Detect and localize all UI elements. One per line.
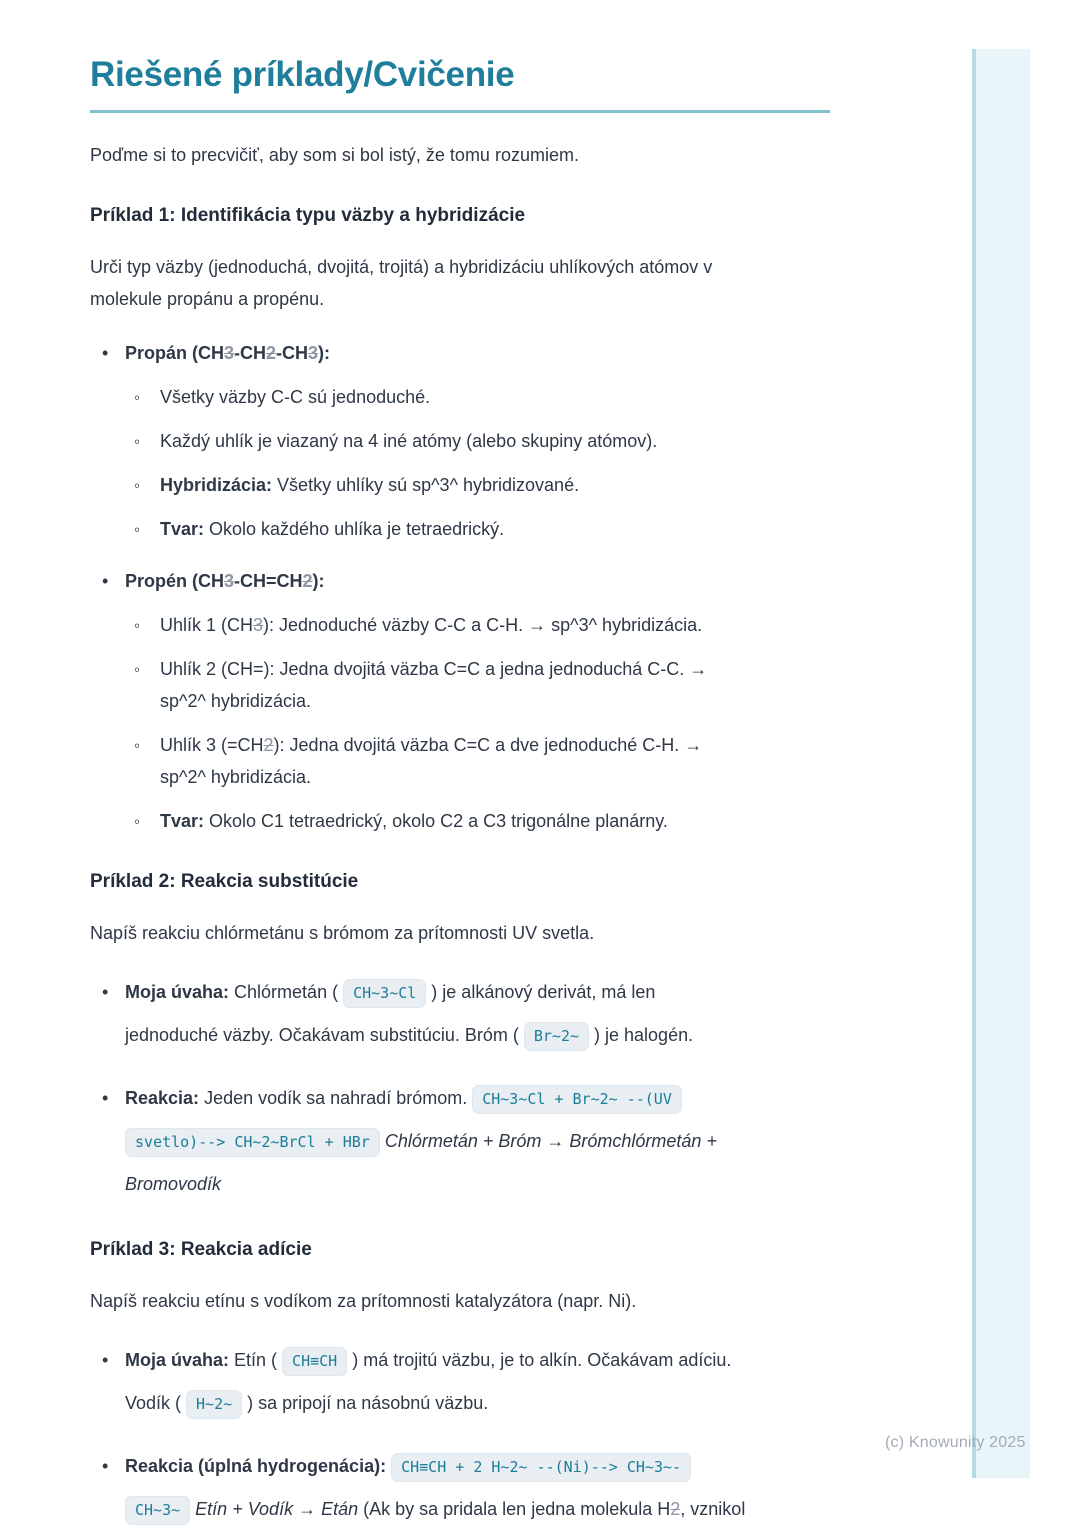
text-segment: Tvar: (160, 811, 205, 831)
title-divider (90, 110, 830, 113)
text-segment: jednoduché väzby. Očakávam substitúciu. Bróm ( (125, 1025, 524, 1045)
list-item-propan (90, 337, 830, 545)
text-segment: Reakcia (úplná hydrogenácia): (125, 1456, 387, 1476)
example2-heading: Príklad 2: Reakcia substitúcie (90, 871, 359, 892)
example2-task: Napíš reakciu chlórmetánu s brómom za prítomnosti UV svetla. (90, 923, 595, 943)
example1-heading: Príklad 1: Identifikácia typu väzby a hybridizácie (90, 205, 526, 226)
inline-code-chip: CH~3~Cl + Br~2~ --(UV (472, 1085, 682, 1114)
section-example-1 (90, 203, 830, 837)
inline-code-chip: CH~3~ (125, 1496, 190, 1525)
text-segment: Propén (CH (125, 571, 224, 591)
section-example-2 (90, 869, 830, 1205)
footer-credit: (c) Knowunity 2025 (885, 1434, 1026, 1451)
inline-code-chip: svetlo)--> CH~2~BrCl + HBr (125, 1128, 380, 1157)
list-item (125, 469, 830, 501)
text-segment: 2 (302, 571, 313, 591)
text-segment: 2 (266, 343, 277, 363)
side-accent-bar (972, 49, 1030, 1478)
text-segment: Propán (CH (125, 343, 224, 363)
text-segment: -CH (234, 343, 267, 363)
inline-code-chip: H~2~ (186, 1390, 242, 1419)
text-segment: ) je alkánový derivát, má len (426, 982, 656, 1002)
text-segment: ): Jednoduché väzby C-C a C-H. → sp^3^ hybridizácia. (263, 615, 703, 635)
text-segment: 3 (253, 615, 264, 635)
text-segment: Jeden vodík sa nahradí brómom. (199, 1088, 473, 1108)
document-content (90, 54, 830, 1531)
text-segment: ) sa pripojí na násobnú väzbu. (242, 1393, 489, 1413)
section-example-3 (90, 1237, 830, 1531)
list-item-propen (90, 565, 830, 837)
list-item (90, 1445, 830, 1531)
text-segment: Etín + Vodík → Etán (195, 1499, 359, 1519)
propen-label (125, 571, 325, 591)
text-segment: Uhlík 1 (CH (160, 615, 254, 635)
text-segment: -CH (276, 343, 309, 363)
text-segment: ): (318, 343, 331, 363)
list-item (125, 425, 830, 457)
text-segment: Reakcia: (125, 1088, 200, 1108)
list-item (90, 1339, 830, 1425)
text-segment: Urči typ väzby (jednoduchá, dvojitá, trojitá) a hybridizáciu uhlíkových atómov v (90, 257, 713, 277)
text-segment: Všetky uhlíky sú sp^3^ hybridizované. (272, 475, 580, 495)
propan-label (125, 343, 330, 363)
propen-sublist (125, 609, 830, 837)
example1-task (90, 251, 830, 315)
text-segment: Tvar: (160, 519, 205, 539)
text-segment: sp^2^ hybridizácia. (160, 767, 311, 787)
inline-code-chip: CH≡CH + 2 H~2~ --(Ni)--> CH~3~- (391, 1453, 691, 1482)
intro-paragraph: Poďme si to precvičiť, aby som si bol istý, že tomu rozumiem. (90, 145, 579, 165)
text-segment: Každý uhlík je viazaný na 4 iné atómy (alebo skupiny atómov). (160, 431, 658, 451)
text-segment: Moja úvaha: (125, 982, 230, 1002)
text-segment: 3 (224, 571, 235, 591)
example1-list (90, 337, 830, 837)
text-segment: Moja úvaha: (125, 1350, 230, 1370)
text-segment: Uhlík 2 (CH=): Jedna dvojitá väzba C=C a jedna jednoduchá C-C. → (160, 659, 708, 679)
text-segment: Uhlík 3 (=CH (160, 735, 264, 755)
text-segment: (Ak by sa pridala len jedna molekula H (358, 1499, 671, 1519)
inline-code-chip: Br~2~ (524, 1022, 589, 1051)
text-segment: 2 (263, 735, 274, 755)
list-item (125, 381, 830, 413)
text-segment: sp^2^ hybridizácia. (160, 691, 311, 711)
inline-code-chip: CH~3~Cl (343, 979, 426, 1008)
text-segment: , vznikol (680, 1499, 746, 1519)
example3-heading: Príklad 3: Reakcia adície (90, 1239, 312, 1260)
text-segment: Chlórmetán ( (229, 982, 344, 1002)
text-segment: ) má trojitú väzbu, je to alkín. Očakávam adíciu. (347, 1350, 732, 1370)
text-segment: Chlórmetán + Bróm → Brómchlórmetán + (384, 1131, 717, 1151)
text-segment: 3 (224, 343, 235, 363)
text-segment: Všetky väzby C-C sú jednoduché. (160, 387, 431, 407)
example2-list (90, 971, 830, 1205)
list-item (125, 513, 830, 545)
text-segment: Vodík ( (125, 1393, 187, 1413)
text-segment: ) je halogén. (589, 1025, 694, 1045)
text-segment: ): (312, 571, 325, 591)
text-segment: molekule propánu a propénu. (90, 289, 325, 309)
text-segment: Okolo každého uhlíka je tetraedrický. (204, 519, 505, 539)
list-item (125, 653, 830, 717)
example3-task: Napíš reakciu etínu s vodíkom za prítomnosti katalyzátora (napr. Ni). (90, 1291, 637, 1311)
propan-sublist (125, 381, 830, 545)
text-segment: 2 (670, 1499, 681, 1519)
list-item (90, 1077, 830, 1205)
text-segment: Bromovodík (125, 1174, 222, 1194)
example3-list (90, 1339, 830, 1531)
text-segment: ): Jedna dvojitá väzba C=C a dve jednoduché C-H. → (273, 735, 703, 755)
page-title: Riešené príklady/Cvičenie (90, 55, 515, 94)
list-item (90, 971, 830, 1057)
text-segment: 3 (308, 343, 319, 363)
text-segment: Hybridizácia: (160, 475, 273, 495)
list-item (125, 729, 830, 793)
list-item (125, 609, 830, 641)
list-item (125, 805, 830, 837)
text-segment: Okolo C1 tetraedrický, okolo C2 a C3 trigonálne planárny. (204, 811, 668, 831)
text-segment: -CH=CH (234, 571, 303, 591)
text-segment: Etín ( (229, 1350, 283, 1370)
inline-code-chip: CH≡CH (282, 1347, 347, 1376)
